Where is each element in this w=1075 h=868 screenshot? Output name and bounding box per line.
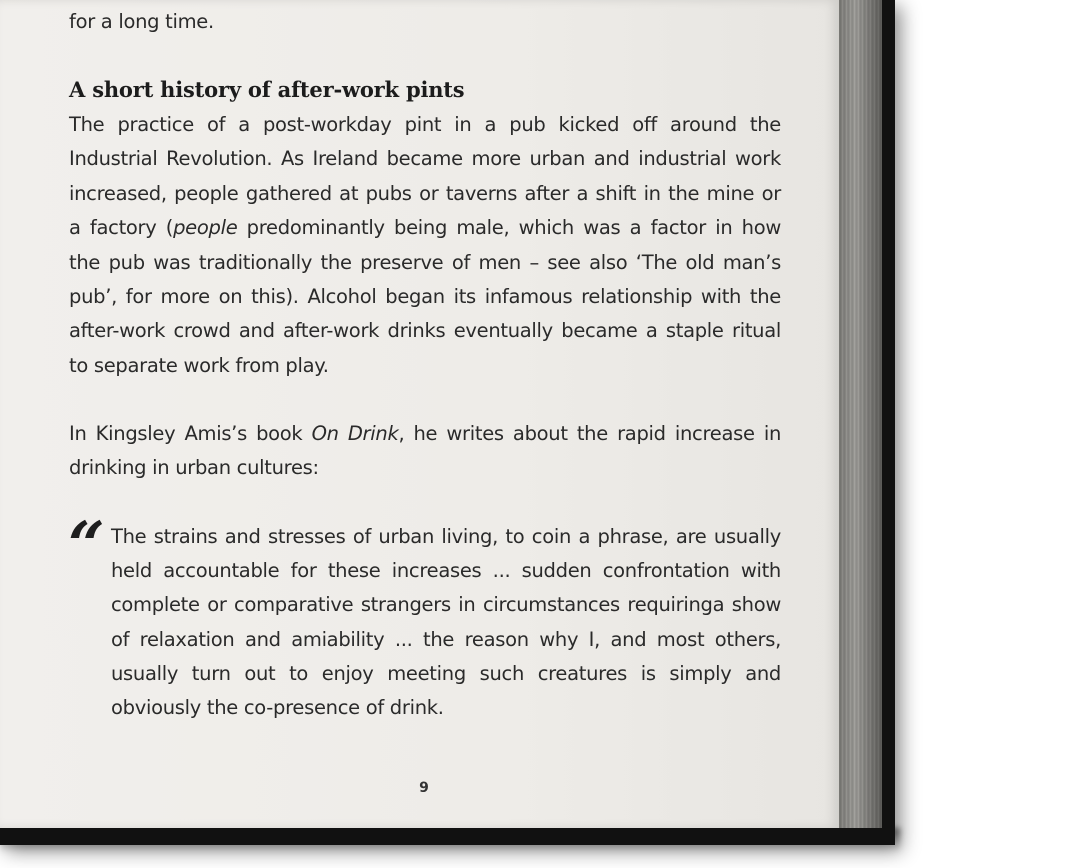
text-line: pub’, for more on this). Alcohol began its infamous relationship with the — [69, 285, 781, 308]
text-line: of relaxation and amiability ... the reason why I, and most others, — [111, 627, 781, 651]
page-edges — [838, 0, 882, 828]
top-fragment-text: for a long time. — [69, 10, 214, 33]
text-line: to separate work from play. — [69, 353, 329, 377]
text-line: Industrial Revolution. As Ireland became more urban and industrial work — [69, 147, 781, 171]
text-line: the pub was traditionally the preserve of men – see also ‘The old man’s — [69, 250, 781, 274]
text-line: increased, people gathered at pubs or taverns after a shift in the mine or — [69, 181, 781, 205]
text-line: obviously the co-presence of drink. — [111, 696, 444, 719]
text-line: after-work crowd and after-work drinks eventually became a staple ritual — [69, 319, 781, 343]
page-number: 9 — [419, 780, 429, 796]
section-heading: A short history of after-work pints — [69, 77, 465, 102]
quote-mark-icon: “ — [68, 508, 105, 583]
text-line: The strains and stresses of urban living, to coin a phrase, are usually — [111, 525, 781, 548]
text-line: complete or comparative strangers in circumstances requiringa show — [111, 593, 781, 617]
text-line: held accountable for these increases ... sudden confrontation with — [111, 559, 781, 583]
text-line: a factory (people predominantly being male, which was a factor in how — [69, 216, 782, 240]
text-line: usually turn out to enjoy meeting such creatures is simply and — [111, 661, 781, 685]
text-line: The practice of a post-workday pint in a pub kicked off around the — [69, 113, 781, 136]
text-line: drinking in urban cultures: — [69, 456, 319, 480]
text-line: In Kingsley Amis’s book On Drink, he writes about the rapid increase in — [69, 422, 781, 445]
